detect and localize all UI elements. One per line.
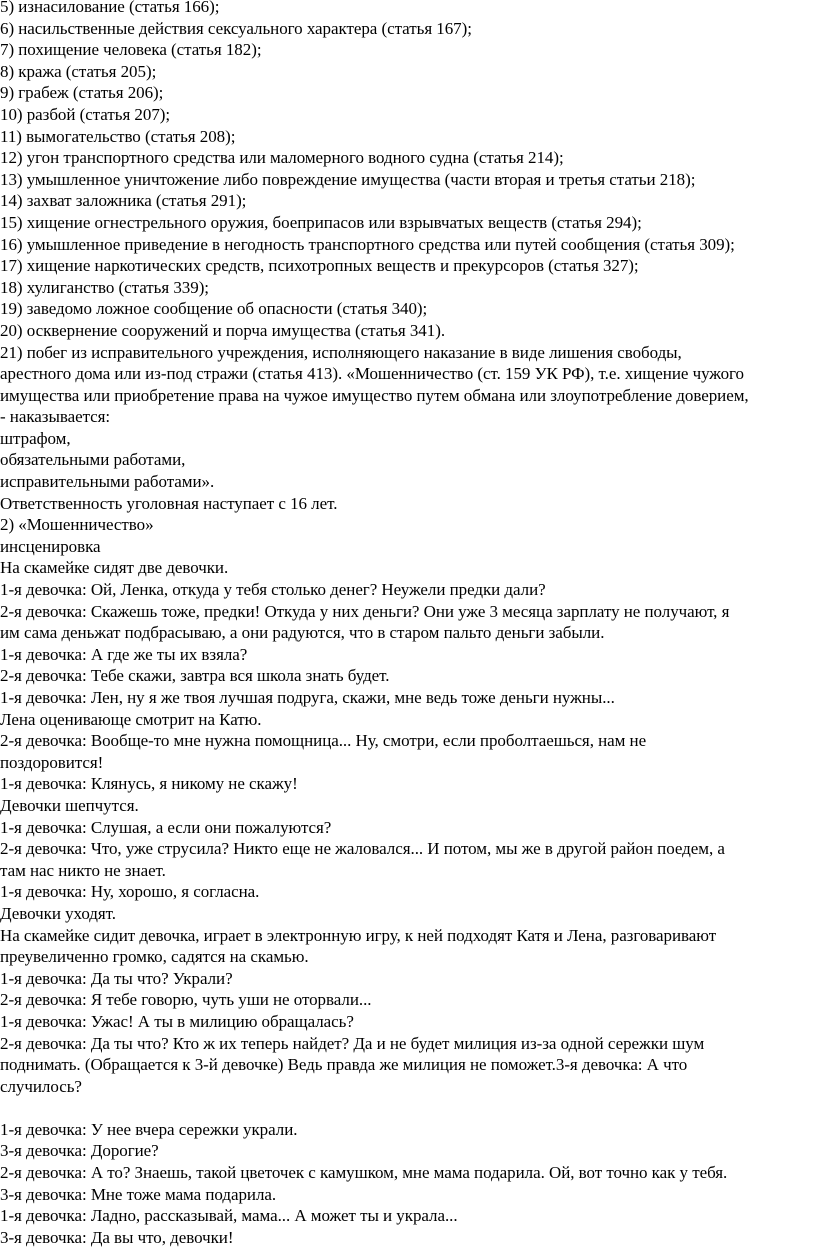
text-line: Девочки шепчутся. [0, 795, 139, 815]
text-line: 14) захват заложника (статья 291); [0, 191, 247, 211]
text-line: обязательными работами, [0, 450, 186, 470]
text-line: 2-я девочка: А то? Знаешь, такой цветочек с камушком, мне мама подарила. Ой, вот точно как у тебя. [0, 1163, 728, 1183]
text-line: 6) насильственные действия сексуального характера (статья 167); [0, 18, 472, 38]
text-line: 2-я девочка: Скажешь тоже, предки! Откуда у них деньги? Они уже 3 месяца зарплату не получают, я [0, 601, 730, 621]
text-line: - наказывается: [0, 407, 111, 427]
text-line: 1-я девочка: Лен, ну я же твоя лучшая подруга, скажи, мне ведь тоже деньги нужны... [0, 688, 615, 707]
text-line: 1-я девочка: Слушая, а если они пожалуются? [0, 817, 332, 837]
text-line: 15) хищение огнестрельного оружия, боеприпасов или взрывчатых веществ (статья 294); [0, 212, 642, 232]
text-line: 3-я девочка: Да вы что, девочки! [0, 1227, 234, 1247]
text-line: 21) побег из исправительного учреждения, исполняющего наказание в виде лишения свободы, [0, 342, 682, 362]
text-line: поздоровится! [0, 752, 104, 772]
text-line: имущества или приобретение права на чужое имущество путем обмана или злоупотребление доверием, [0, 385, 749, 405]
text-line: Лена оценивающе смотрит на Катю. [0, 709, 262, 729]
text-line: 5) изнасилование (статья 166); [0, 0, 220, 16]
text-line: 8) кража (статья 205); [0, 61, 157, 81]
section-heading: 2) «Мошенничество» [0, 515, 154, 535]
text-line: 2-я девочка: Да ты что? Кто ж их теперь найдет? Да и не будет милиция из-за одной сережки шум [0, 1033, 705, 1053]
text-line: 1-я девочка: У нее вчера сережки украли. [0, 1119, 298, 1139]
text-line: 1-я девочка: Ну, хорошо, я согласна. [0, 882, 260, 902]
text-line: 17) хищение наркотических средств, психотропных веществ и прекурсоров (статья 327); [0, 256, 639, 276]
text-line: 3-я девочка: Дорогие? [0, 1141, 159, 1161]
text-line: исправительными работами». [0, 472, 215, 492]
text-line: На скамейке сидят две девочки. [0, 558, 229, 578]
text-line: арестного дома или из-под стражи (статья 413). «Мошенничество (ст. 159 УК РФ), т.е. хищение чужого [0, 364, 744, 384]
text-line: 10) разбой (статья 207); [0, 104, 171, 124]
text-line: 1-я девочка: Да ты что? Украли? [0, 968, 233, 988]
text-line: 1-я девочка: Ужас! А ты в милицию обращалась? [0, 1011, 354, 1031]
text-line: преувеличенно громко, садятся на скамью. [0, 947, 309, 967]
text-line: 7) похищение человека (статья 182); [0, 40, 262, 60]
text-line: 18) хулиганство (статья 339); [0, 277, 209, 297]
text-line: там нас никто не знает. [0, 860, 166, 880]
text-line: 2-я девочка: Я тебе говорю, чуть уши не оторвали... [0, 990, 372, 1010]
text-line: 1-я девочка: Ладно, рассказывай, мама... А может ты и украла... [0, 1206, 458, 1226]
text-line: 12) угон транспортного средства или маломерного водного судна (статья 214); [0, 148, 564, 168]
text-line: 16) умышленное приведение в негодность транспортного средства или путей сообщения (статья 309); [0, 234, 735, 254]
text-line: случилось? [0, 1076, 82, 1096]
text-line: 3-я девочка: Мне тоже мама подарила. [0, 1184, 277, 1204]
text-line: 9) грабеж (статья 206); [0, 83, 164, 103]
text-line: На скамейке сидит девочка, играет в электронную игру, к ней подходят Катя и Лена, разговаривают [0, 925, 717, 945]
text-line: 1-я девочка: А где же ты их взяла? [0, 644, 248, 664]
text-line: 2-я девочка: Вообще-то мне нужна помощница... Ну, смотри, если проболтаешься, нам не [0, 731, 647, 751]
text-line: поднимать. (Обращается к 3-й девочке) Ведь правда же милиция не поможет.3-я девочка: А что [0, 1055, 688, 1075]
text-line: 1-я девочка: Клянусь, я никому не скажу! [0, 774, 298, 794]
text-line: Ответственность уголовная наступает с 16 лет. [0, 493, 338, 513]
blank-line [0, 1097, 816, 1119]
text-line: 1-я девочка: Ой, Ленка, откуда у тебя столько денег? Неужели предки дали? [0, 580, 546, 600]
text-line: 19) заведомо ложное сообщение об опасности (статья 340); [0, 299, 428, 319]
text-line: 2-я девочка: Тебе скажи, завтра вся школа знать будет. [0, 666, 390, 686]
text-line: 11) вымогательство (статья 208); [0, 126, 236, 146]
text-line: 2-я девочка: Что, уже струсила? Никто еще не жаловался... И потом, мы же в другой район поедем, а [0, 839, 725, 859]
text-line: 13) умышленное уничтожение либо повреждение имущества (части вторая и третья статьи 218); [0, 169, 696, 189]
text-line: 20) осквернение сооружений и порча имущества (статья 341). [0, 320, 446, 340]
text-line: Девочки уходят. [0, 903, 116, 923]
text-line: инсценировка [0, 536, 101, 556]
text-line: штрафом, [0, 428, 71, 448]
text-line: им сама деньжат подбрасываю, а они радуются, что в старом пальто деньги забыли. [0, 623, 605, 643]
